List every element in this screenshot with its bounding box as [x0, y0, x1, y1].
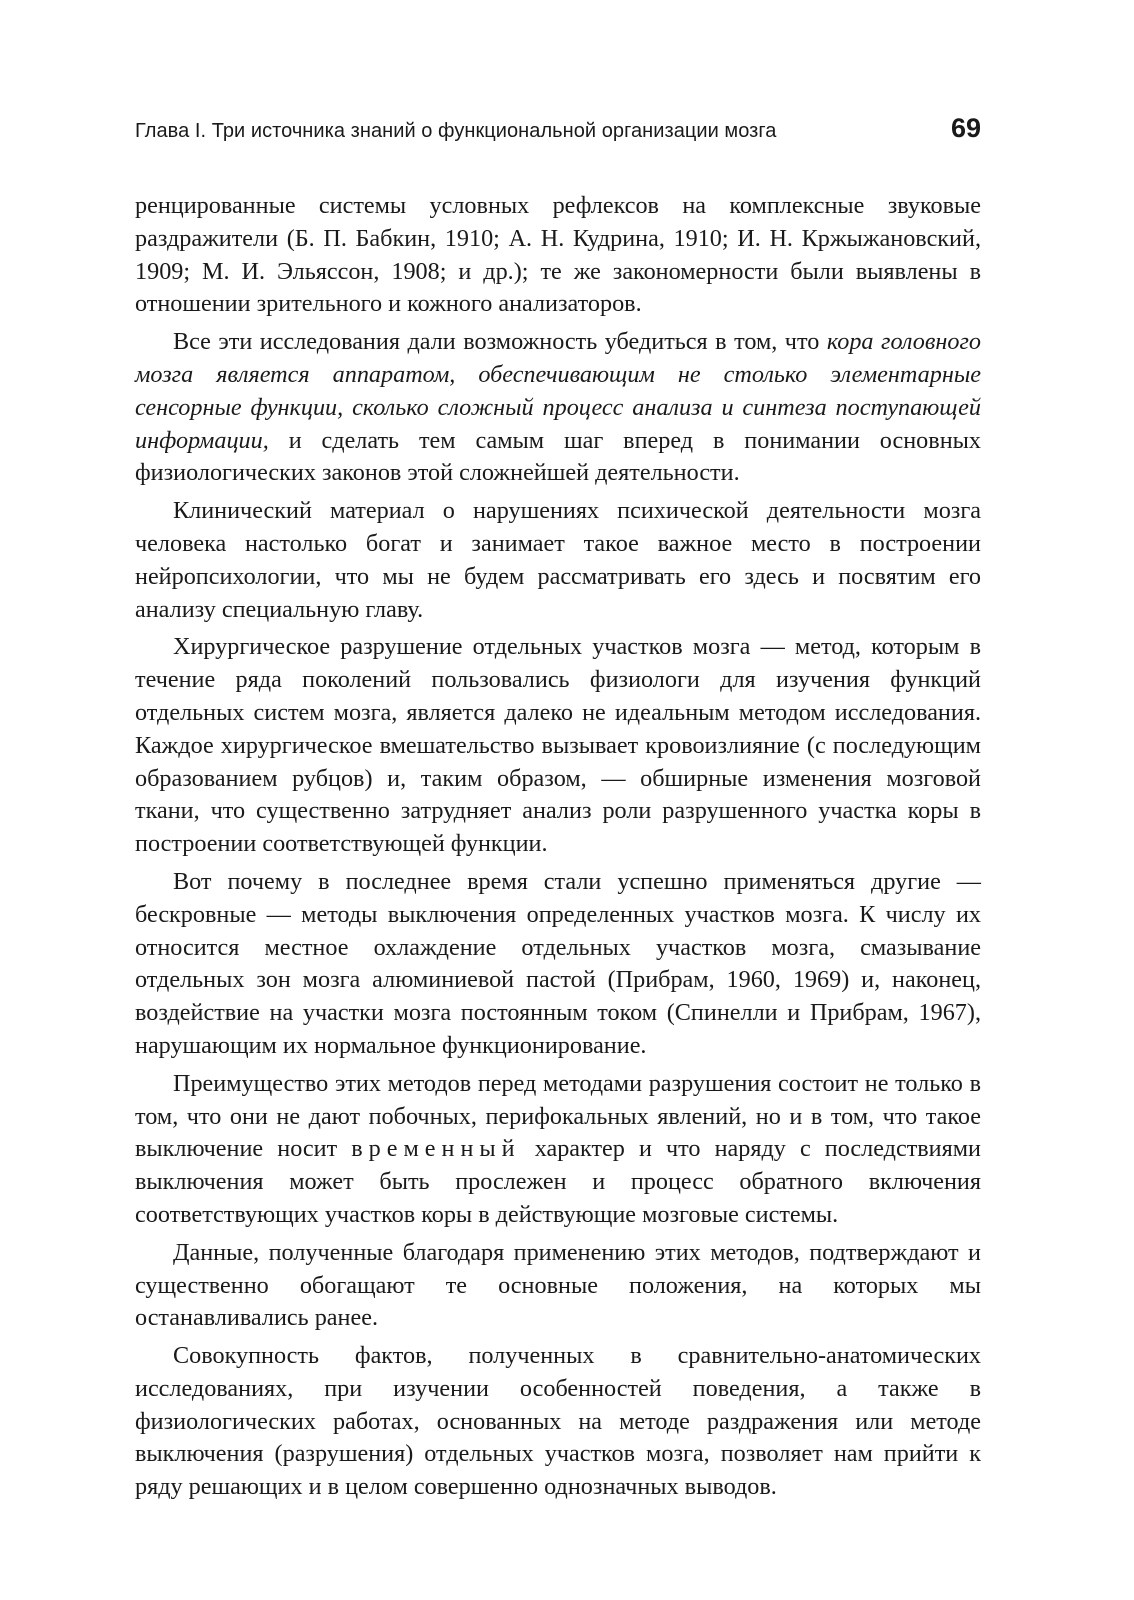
paragraph-continuation: ренцированные системы условных рефлексов на комплексные звуковые раздражители (Б. П. Бабкин, 1910; А. Н. Кудрина, 1910; И. Н. Кржыжановский, 1909; М. И. Эльяссон, 1908; и др.); те же закономерности были выявлены в отношении зрительного и кожного анализаторов. [135, 192, 981, 318]
paragraph-cortex-analysis [135, 326, 981, 490]
page-number: 69 [950, 113, 981, 143]
paragraph-text: Преимущество этих методов перед методами разрушения состоит не только в том, что они не дают побочных, перифокальных явлений, но и в том, что такое выключение носит [135, 1069, 981, 1163]
paragraph-data-confirm: Данные, полученные благодаря применению этих методов, подтверждают и существенно обогащают те основные положения, на которых мы останавливались ранее. [135, 1238, 981, 1332]
running-header [135, 110, 981, 150]
paragraph-method-advantage [135, 1068, 981, 1232]
paragraph-surgical-destruction: Хирургическое разрушение отдельных участков мозга — метод, которым в течение ряда поколений пользовались физиологи для изучения функций отдельных систем мозга, является далеко не идеальным методом исследования. Каждое хирургическое вмешательство вызывает кровоизлияние (с последующим образованием рубцов) и, таким образом, — обширные изменения мозговой ткани, что существенно затрудняет анализ роли разрушенного участка коры в построении соответствующей функции. [135, 633, 981, 858]
paragraph-conclusion: Совокупность фактов, полученных в сравнительно-анатомических исследованиях, при изучении особенностей поведения, а также в физиологических работах, основанных на методе раздражения или методе выключения (разрушения) отдельных участков мозга, позволяет нам прийти к ряду решающих и в целом совершенно однозначных выводов. [135, 1342, 981, 1501]
paragraph-clinical-material: Клинический материал о нарушениях психической деятельности мозга человека настолько богат и занимает такое важное место в построении нейропсихологии, что мы не будем рассматривать его здесь и посвятим его анализу специальную главу. [135, 497, 981, 623]
paragraph-text: Все эти исследования дали возможность убедиться в том, что [173, 328, 827, 356]
paragraph-text: и сделать тем самым шаг вперед в понимании основных физиологических законов этой сложнейшей деятельности. [135, 426, 981, 487]
spaced-emphasis: временный [351, 1135, 521, 1163]
paragraph-bloodless-methods: Вот почему в последнее время стали успешно применяться другие — бескровные — методы выключения определенных участков мозга. К числу их относится местное охлаждение отдельных участков мозга, смазывание отдельных зон мозга алюминиевой пастой (Прибрам, 1960, 1969) и, наконец, воздействие на участки мозга постоянным током (Спинелли и Прибрам, 1967), нарушающим их нормальное функционирование. [135, 867, 981, 1059]
italic-emphasis: кора головного мозга является аппаратом, обеспечивающим не столько элементарные сенсорные функции, сколько сложный процесс анализа и синтеза поступающей информации, [135, 328, 981, 454]
chapter-title: Глава I. Три источника знаний о функциональной организации мозга [135, 120, 777, 142]
paragraph-text: характер и что наряду с последствиями выключения может быть прослежен и процесс обратного включения соответствующих участков коры в действующие мозговые системы. [135, 1135, 981, 1228]
body-text [135, 190, 981, 1509]
